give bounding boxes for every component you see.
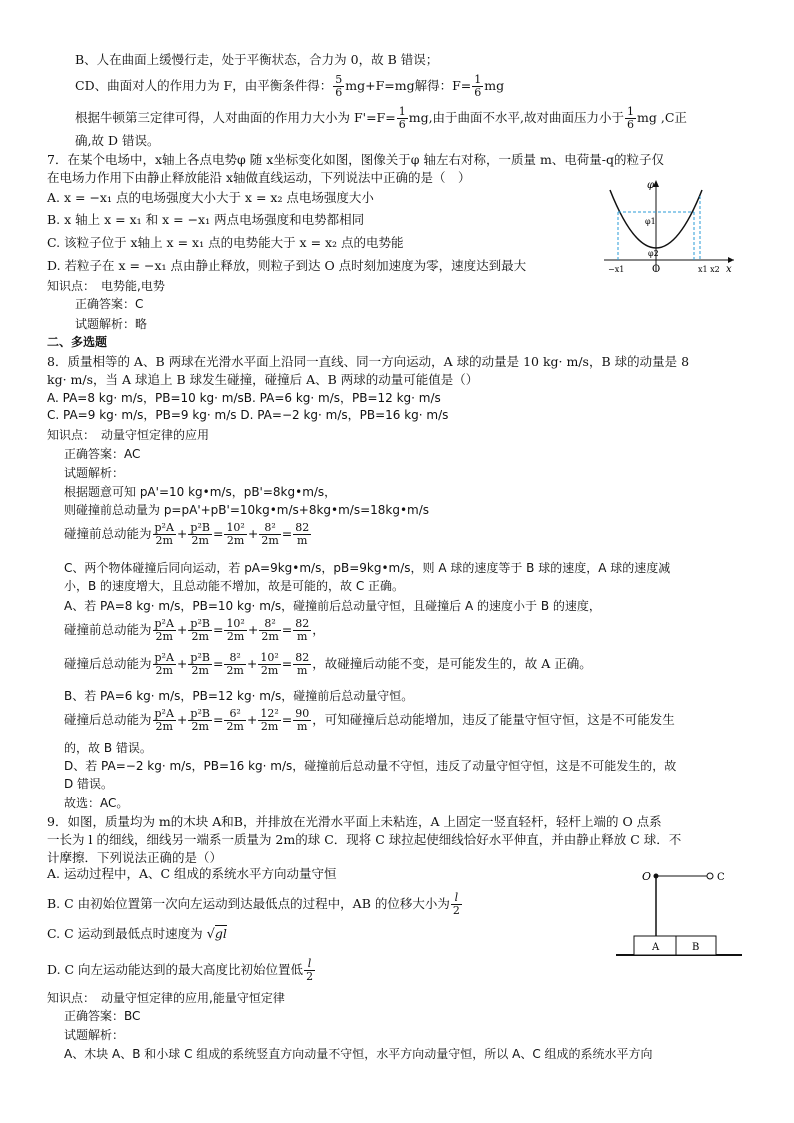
question-7-stem: 7．在某个电场中，x轴上各点电势φ 随 x坐标变化如图，图像关于φ 轴左右对称，一质量 m、电荷量-q的粒子仅 (47, 152, 665, 167)
explanation-label: 试题解析：略 (75, 317, 148, 331)
option-a: A. x = −x₁ 点的电场强度大小大于 x = x₂ 点电场强度大小 (47, 190, 374, 205)
ball-c-label: C (717, 872, 725, 883)
phi-axis-label: φ (647, 180, 655, 191)
text-line: 根据牛顿第三定律可得，人对曲面的作用力大小为 F'=F= $\frac{1}{6}$ mg,由于曲面不水平,故对曲面压力小于 $\frac{1}{6}$ mg ,C正 (75, 105, 687, 131)
phi2-label: φ2 (648, 249, 659, 258)
explanation-line: D 错误。 (64, 777, 114, 791)
equation-line: 碰撞前总动能为 $\frac{\text{p²A}}{2m}$ + $\frac{\text{p²B}}{2m}$ = $\frac{\text{10²}}{2m}$ + $\frac{\text{8²}}{2m}$ = $\frac{82}{m}$ ， (64, 617, 325, 643)
question-8-stem: kg· m/s，当 A 球追上 B 球发生碰撞，碰撞后 A、B 两球的动量可能值是（） (47, 372, 479, 387)
correct-answer: 正确答案：AC (64, 447, 141, 461)
option-c: C. C 运动到最低点时速度为 √gl (47, 926, 227, 942)
explanation-line: A、若 PA=8 kg· m/s，PB=10 kg· m/s，碰撞前后总动量守恒，且碰撞后 A 的速度小于 B 的速度， (64, 599, 601, 613)
section-heading: 二、多选题 (47, 335, 108, 349)
knowledge-point: 知识点： 电势能,电势 (47, 279, 165, 293)
equation-line: 碰撞后总动能为 $\frac{\text{p²A}}{2m}$ + $\frac{\text{p²B}}{2m}$ = $\frac{\text{8²}}{2m}$ + $\frac{\text{10²}}{2m}$ = $\frac{82}{m}$ ，故碰撞后动能不变，是可能发生的，故 A 正确。 (64, 651, 592, 677)
option-b: B. x 轴上 x = x₁ 和 x = −x₁ 两点电场强度和电势都相同 (47, 212, 365, 227)
explanation-label: 试题解析： (64, 466, 125, 480)
option-a: A. 运动过程中，A、C 组成的系统水平方向动量守恒 (47, 866, 337, 881)
explanation-line: D、若 PA=−2 kg· m/s，PB=16 kg· m/s，碰撞前后总动量不守恒，违反了动量守恒守恒，这是不可能发生的，故 (64, 759, 677, 773)
phi1-label: φ1 (645, 217, 656, 226)
question-7-stem: 在电场力作用下由静止释放能沿 x轴做直线运动，下列说法中正确的是（ ） (47, 170, 471, 185)
options-ab: A. PA=8 kg· m/s，PB=10 kg· m/sB. PA=6 kg· m/s，PB=12 kg· m/s (47, 391, 441, 405)
origin-label: O (652, 264, 661, 275)
equation-line: 碰撞后总动能为 $\frac{\text{p²A}}{2m}$ + $\frac{\text{p²B}}{2m}$ = $\frac{\text{6²}}{2m}$ + $\frac{\text{12²}}{2m}$ = $\frac{90}{m}$ ，可知碰撞后总动能增加，违反了能量守恒守恒，这是不可能发生 (64, 707, 675, 733)
question-9-stem: 一长为 l 的细线，细线另一端系一质量为 2m的球 C．现将 C 球拉起使细线恰好水平伸直，并由静止释放 C 球．不 (47, 832, 682, 847)
explanation-line: 则碰撞前总动量为 p=pA'+pB'=10kg•m/s+8kg•m/s=18kg•m/s (64, 503, 430, 517)
knowledge-point: 知识点： 动量守恒定律的应用,能量守恒定律 (47, 991, 285, 1005)
block-b-label: B (692, 942, 700, 953)
neg-x1-label: −x1 (608, 265, 625, 274)
text-line: CD、曲面对人的作用力为 F，由平衡条件得： $\frac{5}{6}$ mg+F=mg解得：F= $\frac{1}{6}$ mg (75, 73, 505, 99)
option-b: B. C 由初始位置第一次向左运动到达最低点的过程中，AB 的位移大小为 $\frac{l}{2}$ (47, 891, 460, 917)
conclusion: 故选：AC。 (64, 796, 129, 810)
x-axis-label: x (726, 264, 732, 275)
point-o-label: O (642, 870, 652, 883)
blocks-pendulum-figure (612, 864, 747, 960)
option-d: D. C 向左运动能达到的最大高度比初始位置低 $\frac{l}{2}$ (47, 957, 314, 983)
knowledge-point: 知识点： 动量守恒定律的应用 (47, 428, 210, 442)
options-cd: C. PA=9 kg· m/s，PB=9 kg· m/s D. PA=−2 kg· m/s，PB=16 kg· m/s (47, 408, 449, 422)
x1-x2-label: x1 x2 (698, 265, 720, 274)
correct-answer: 正确答案：C (75, 297, 144, 311)
option-c: C. 该粒子位于 x轴上 x = x₁ 点的电势能大于 x = x₂ 点的电势能 (47, 235, 404, 250)
explanation-line: 小，B 的速度增大，且总动能不增加，故是可能的，故 C 正确。 (64, 579, 405, 593)
question-9-stem: 计摩擦．下列说法正确的是（） (47, 850, 223, 865)
explanation-line: 的，故 B 错误。 (64, 741, 152, 755)
correct-answer: 正确答案：BC (64, 1009, 141, 1023)
explanation-label: 试题解析： (64, 1028, 125, 1042)
option-d: D. 若粒子在 x = −x₁ 点由静止释放，则粒子到达 O 点时刻加速度为零，速度达到最大 (47, 258, 527, 273)
explanation-line: A、木块 A、B 和小球 C 组成的系统竖直方向动量不守恒，水平方向动量守恒，所以 A、C 组成的系统水平方向 (64, 1047, 653, 1061)
text-line: 确,故 D 错误。 (75, 133, 160, 148)
equation-line: 碰撞前总动能为 $\frac{\text{p²A}}{2m}$ + $\frac{\text{p²B}}{2m}$ = $\frac{\text{10²}}{2m}$ + $\frac{\text{8²}}{2m}$ = $\frac{82}{m}$ (64, 521, 310, 547)
text-line: B、人在曲面上缓慢行走，处于平衡状态，合力为 0，故 B 错误； (75, 52, 439, 67)
explanation-line: C、两个物体碰撞后同向运动，若 pA=9kg•m/s，pB=9kg•m/s，则 A 球的速度等于 B 球的速度，A 球的速度减 (64, 561, 671, 575)
explanation-line: B、若 PA=6 kg· m/s，PB=12 kg· m/s，碰撞前后总动量守恒。 (64, 689, 414, 703)
explanation-line: 根据题意可知 pA'=10 kg•m/s，pB'=8kg•m/s， (64, 485, 337, 499)
block-a-label: A (652, 942, 660, 953)
question-8-stem: 8．质量相等的 A、B 两球在光滑水平面上沿同一直线、同一方向运动，A 球的动量是 10 kg· m/s，B 球的动量是 8 (47, 354, 690, 369)
question-9-stem: 9．如图，质量均为 m的木块 A和B，并排放在光滑水平面上未粘连，A 上固定一竖直轻杆，轻杆上端的 O 点系 (47, 814, 662, 829)
potential-graph-figure (600, 176, 740, 276)
